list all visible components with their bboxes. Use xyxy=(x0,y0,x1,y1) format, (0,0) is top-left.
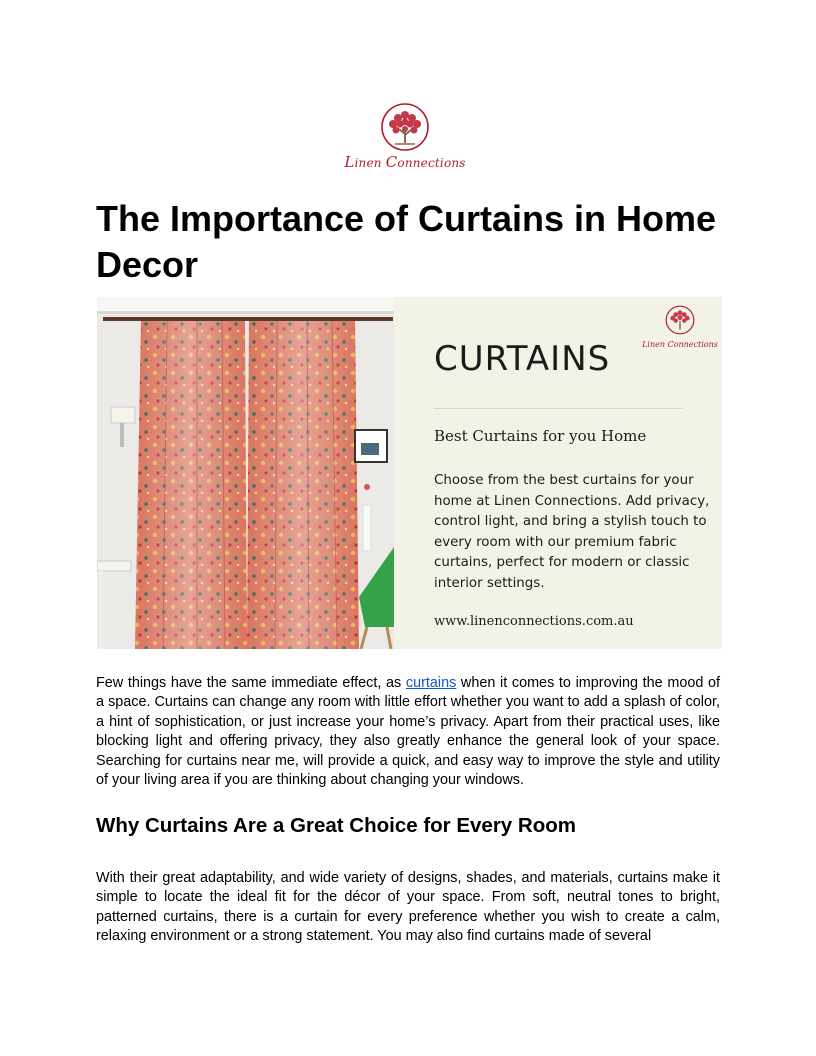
mini-brand-name: Linen Connections xyxy=(642,340,718,349)
section-heading: Why Curtains Are a Great Choice for Every Room xyxy=(96,814,576,837)
section-paragraph: With their great adaptability, and wide variety of designs, shades, and materials, curtains make it simple to locate the ideal fit for the décor of your space. From soft, neutral tones to bright, patterned curtains, there is a curtain for every preference whether you wish to create a calm, relaxing environment or a strong statement. You may also find curtains made of several xyxy=(96,870,720,945)
mini-brand-logo xyxy=(640,305,720,349)
tree-logo-icon xyxy=(665,305,695,335)
page-title: The Importance of Curtains in Home Decor xyxy=(96,198,717,285)
banner-heading: CURTAINS xyxy=(434,339,611,379)
hero-banner xyxy=(97,297,722,649)
brand-name: Linen Connections xyxy=(344,153,466,171)
divider xyxy=(434,408,684,409)
intro-paragraph: Few things have the same immediate effect, as curtains when it comes to improving the mood of a space. Curtains can change any room with little effort whether you want to add a splash of color, a hint of sophistication, or just increase your home’s privacy. Apart from their practical uses, like blocking light and offering privacy, they also greatly enhance the general look of your space. Searching for curtains near me, will provide a quick, and easy way to improve the style and utility of your living area if you are thinking about changing your windows. xyxy=(96,675,720,789)
brand-logo xyxy=(340,102,470,178)
banner-url: www.linenconnections.com.au xyxy=(434,614,634,629)
curtains-link[interactable]: curtains xyxy=(405,675,457,691)
tree-logo-icon xyxy=(380,102,430,152)
promo-panel xyxy=(394,297,722,649)
banner-description: Choose from the best curtains for your home at Linen Connections. Add privacy, control light, and bring a stylish touch to every room with our premium fabric curtains, perfect for modern or classic interior settings. xyxy=(434,473,710,591)
banner-subheading: Best Curtains for you Home xyxy=(434,427,647,445)
curtain-illustration xyxy=(97,297,394,649)
curtain-photo xyxy=(97,297,394,649)
